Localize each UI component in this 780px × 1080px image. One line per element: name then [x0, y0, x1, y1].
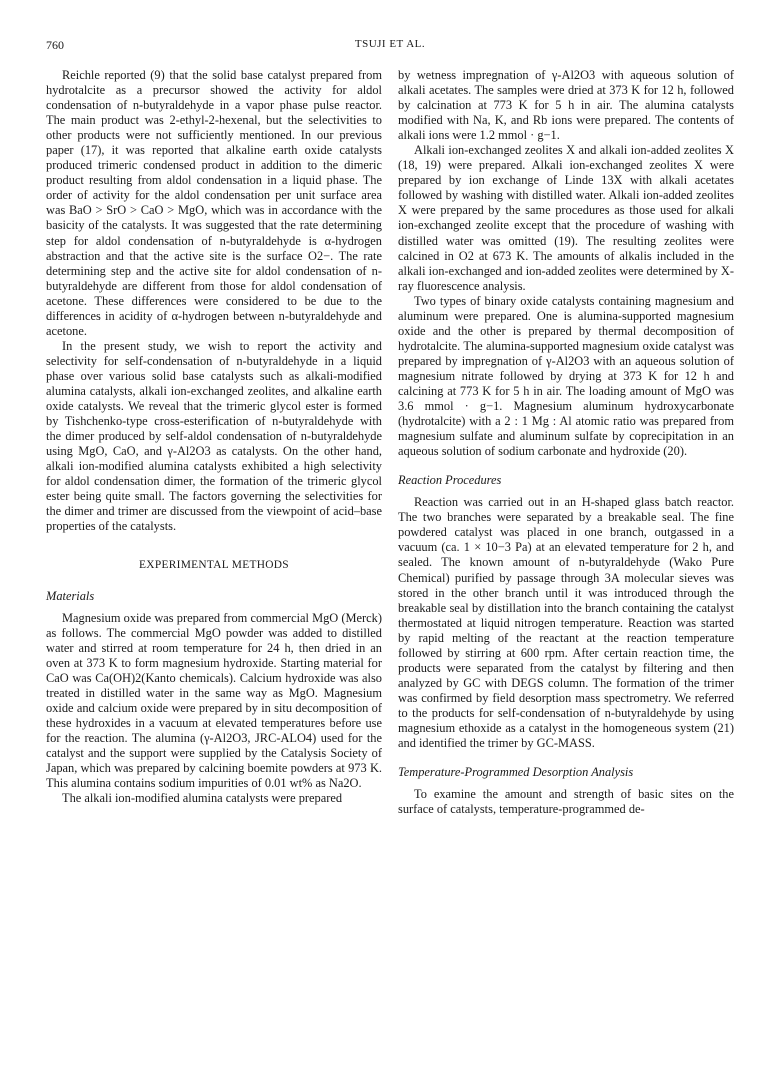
left-column — [46, 68, 382, 806]
paragraph: Alkali ion-exchanged zeolites X and alkali ion-added zeolites X (18, 19) were prepared. Alkali ion-exchanged zeolites X were prepared by ion exchange of Linde 13X with alkali acetates followed by washing with distilled water. Alkali ion-added zeolites X were prepared by the same procedures as those used for alkali ion-exchanged zeolite except that the procedure of washing with distilled water was omitted (19). The resulting zeolites were calcined in O2 at 673 K. The amounts of alkalis included in the alkali ion-exchanged and ion-added zeolites were determined by X-ray fluorescence analysis. — [398, 143, 734, 293]
subsection-heading-tpd: Temperature-Programmed Desorption Analysis — [398, 765, 634, 780]
paragraph: Reaction was carried out in an H-shaped glass batch reactor. The two branches were separated by a breakable seal. The fine powdered catalyst was placed in one branch, outgassed in a vacuum (ca. 1 × 10−3 Pa) at an elevated temperature for 2 h, and sealed. The known amount of n-butyraldehyde (Wako Pure Chemical) purified by passage through 3A molecular sieves was stored in the other branch until it was introduced through the breakable seal by distillation into the branch containing the catalyst thermostated at liquid nitrogen temperature. Reaction was started by rapid melting of the reactant at the reaction temperature followed by stirring at 600 rpm. After certain reaction time, the products were separated from the catalyst by filtering and then analyzed by GC with DEGS column. The formation of the trimer was confirmed by field desorption mass spectrometry. We referred to the products for self-condensation of n-butyraldehyde by using magnesium ethoxide as a catalyst in the homogeneous system (21) and identified the trimer by GC-MASS. — [398, 495, 734, 751]
subsection-heading-reaction: Reaction Procedures — [398, 473, 502, 488]
page-header — [46, 38, 734, 58]
paragraph: Two types of binary oxide catalysts containing magnesium and aluminum were prepared. One is alumina-supported magnesium oxide and the other is prepared by thermal decomposition of hydrotalcite. The alumina-supported magnesium oxide catalyst was prepared by impregnation of γ-Al2O3 with an aqueous solution of magnesium nitrate followed by drying at 373 K for 12 h and calcining at 773 K for 5 h in air. The loading amount of MgO was 3.6 mmol · g−1. Magnesium aluminum hydroxycarbonate (hydrotalcite) with a 2 : 1 Mg : Al atomic ratio was prepared from magnesium sulfate and aluminum sulfate by coprecipitation in an aqueous solution of sodium carbonate and hydroxide (20). — [398, 293, 734, 459]
paragraph: by wetness impregnation of γ-Al2O3 with aqueous solution of alkali acetates. The samples were dried at 373 K for 12 h, followed by calcination at 773 K for 5 h in air. The alumina catalysts modified with Na, K, and Rb ions were prepared. The contents of alkali ions were 1.2 mmol · g−1. — [398, 68, 734, 143]
page-number: 760 — [46, 38, 64, 52]
paragraph: Reichle reported (9) that the solid base catalyst prepared from hydrotalcite as a precursor showed the activity for aldol condensation of n-butyraldehyde in a vapor phase pulse reactor. The main product was 2-ethyl-2-hexenal, but the selectivities to other products were not sufficiently mentioned. In our previous paper (17), it was reported that alkaline earth oxide catalysts produced trimeric condensed product in addition to the dimeric product resulting from aldol condensation in a liquid phase. The order of activity for the aldol condensation per unit surface area was BaO > SrO > CaO > MgO, which was in accordance with the basicity of the catalysts. It was suggested that the rate determining step for aldol condensation of n-butyraldehyde is α-hydrogen abstraction and that the active site is the surface O2−. The rate determining step and the active site for aldol condensation of n-butyraldehyde are different from those for aldol condensation of acetone. These differences were considered to be due to the differences in acidity of α-hydrogen between n-butyraldehyde and acetone. — [46, 68, 382, 338]
paragraph: To examine the amount and strength of basic sites on the surface of catalysts, temperature-programmed de- — [398, 787, 734, 817]
right-column — [398, 68, 734, 817]
paragraph: Magnesium oxide was prepared from commercial MgO (Merck) as follows. The commercial MgO powder was added to distilled water and stirred at room temperature for 24 h, then dried in an oven at 373 K to form magnesium hydroxide. Starting material for CaO was Ca(OH)2(Kanto chemicals). Calcium hydroxide was also treated in distilled water in the same way as MgO. Magnesium oxide and calcium oxide were prepared by in situ decomposition of these hydroxides in a vacuum at elevated temperatures before use for the reaction. The alumina (γ-Al2O3, JRC-ALO4) used for the catalyst and the support were supplied by the Catalysis Society of Japan, which was prepared by calcining boemite powders at 973 K. This alumina contains sodium impurities of 0.01 wt% as Na2O. — [46, 610, 382, 791]
subsection-heading-materials: Materials — [46, 588, 95, 603]
paragraph: In the present study, we wish to report the activity and selectivity for self-condensation of n-butyraldehyde in a liquid phase over various solid base catalysts such as alkali-modified alumina catalysts, alkali ion-exchanged zeolites, and alkaline earth oxide catalysts. We reveal that the trimeric glycol ester is formed by Tishchenko-type cross-esterification of n-butyraldehyde with the dimer produced by self-aldol condensation of n-butyraldehyde using MgO, CaO, and γ-Al2O3 as catalysts. On the other hand, alkali ion-modified alumina catalysts exhibited a high selectivity for aldol condensation dimer, the formation of the trimeric glycol ester being quite small. The factors governing the selectivities for the dimer and trimer are discussed from the viewpoint of acid–base properties of the catalysts. — [46, 338, 382, 534]
section-heading: EXPERIMENTAL METHODS — [139, 559, 289, 572]
paragraph: The alkali ion-modified alumina catalysts were prepared — [62, 791, 343, 806]
running-head: TSUJI ET AL. — [354, 38, 426, 50]
